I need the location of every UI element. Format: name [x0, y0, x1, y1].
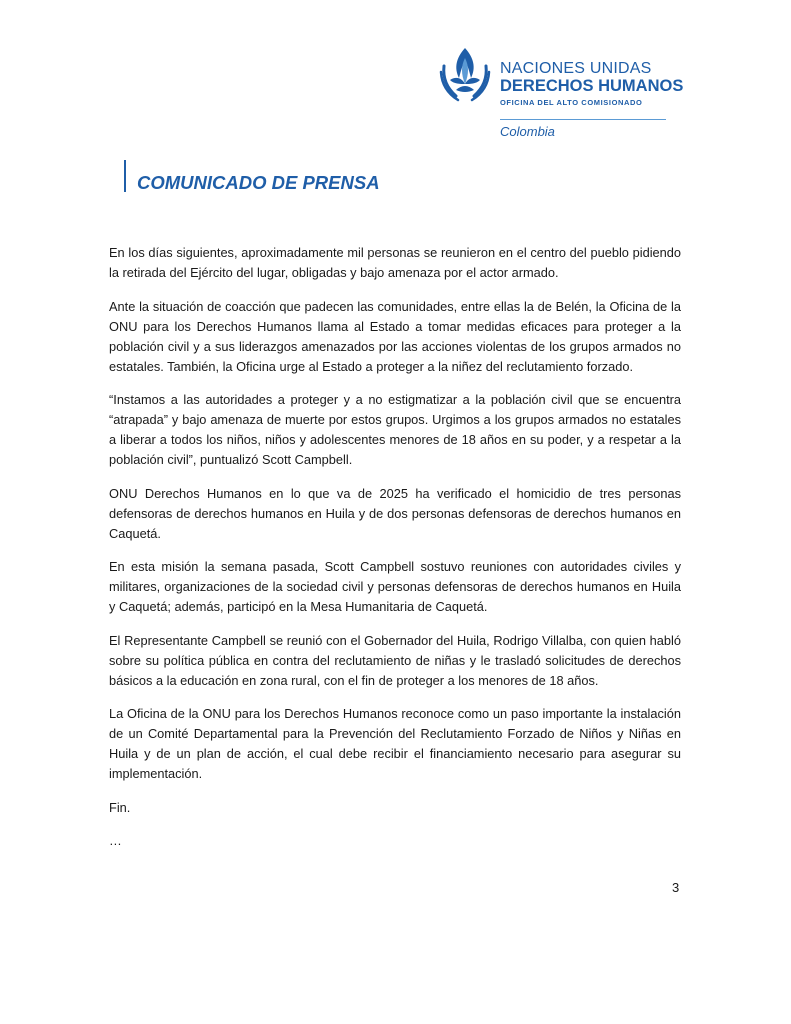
body-paragraph: Ante la situación de coacción que padecen las comunidades, entre ellas la de Belén, la Oficina de la ONU para los Derechos Humanos llama al Estado a tomar medidas eficaces para proteger a la población civil y a sus liderazgos amenazados por las acciones violentas de los grupos armados no estatales. También, la Oficina urge al Estado a proteger a la niñez del reclutamiento forzado. — [109, 298, 681, 374]
press-release-body — [109, 243, 681, 865]
org-logo — [436, 44, 684, 144]
org-name-line1: NACIONES UNIDAS — [500, 60, 652, 77]
closing-text: Fin. — [109, 799, 131, 815]
page-title: COMUNICADO DE PRENSA — [137, 172, 380, 193]
body-paragraph: “Instamos a las autoridades a proteger y a no estigmatizar a la población civil que se encuentra “atrapada” y bajo amenaza de muerte por estos grupos. Urgimos a los grupos armados no estatales a liberar a todos los niños, niños y adolescentes menores de 18 años en su poder, y a respetar a la población civil”, puntualizó Scott Campbell. — [109, 392, 681, 467]
body-paragraph: La Oficina de la ONU para los Derechos Humanos reconoce como un paso importante la instalación de un Comité Departamental para la Prevención del Reclutamiento Forzado de Niños y Niñas en Huila y de un plan de acción, el cual debe recibir el financiamiento necesario para asegurar su implementación. — [109, 706, 681, 781]
logo-divider — [500, 119, 666, 120]
body-paragraph: En esta misión la semana pasada, Scott Campbell sostuvo reuniones con autoridades civiles y militares, organizaciones de la sociedad civil y personas defensoras de derechos humanos en Huila y Caquetá; además, participó en la Mesa Humanitaria de Caquetá. — [109, 559, 681, 614]
body-paragraph: En los días siguientes, aproximadamente mil personas se reunieron en el centro del pueblo pidiendo la retirada del Ejército del lugar, obligadas y bajo amenaza por el actor armado. — [109, 245, 681, 280]
title-accent-bar — [124, 160, 126, 192]
page-number: 3 — [672, 880, 680, 895]
org-name-line3: OFICINA DEL ALTO COMISIONADO — [500, 98, 643, 107]
body-paragraph: ONU Derechos Humanos en lo que va de 2025 ha verificado el homicidio de tres personas defensoras de derechos humanos en Huila y de dos personas defensoras de derechos humanos en Caquetá. — [109, 485, 681, 541]
org-name-line2: DERECHOS HUMANOS — [500, 77, 684, 95]
org-country: Colombia — [500, 124, 555, 139]
un-human-rights-emblem-icon — [436, 44, 494, 108]
body-paragraph: El Representante Campbell se reunió con el Gobernador del Huila, Rodrigo Villalba, con quien habló sobre su política pública en contra del reclutamiento de niñas y le trasladó solicitudes de derechos básicos a la educación en zona rural, con el fin de proteger a los menores de 18 años. — [109, 632, 681, 688]
ellipsis-text: … — [109, 833, 122, 848]
